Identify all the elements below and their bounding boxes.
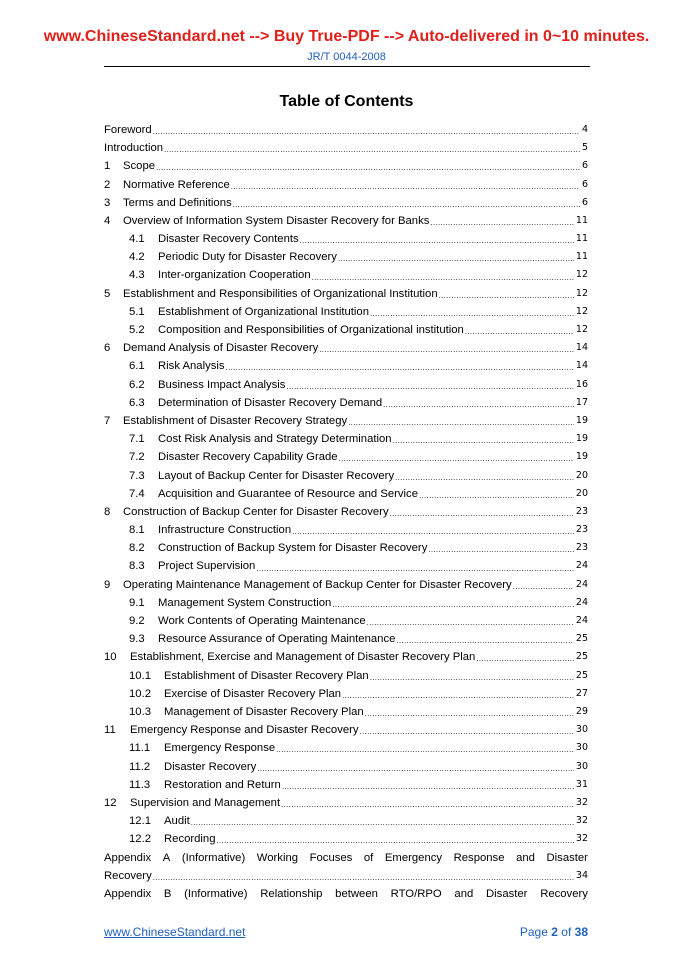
toc-leader-dots bbox=[319, 339, 574, 357]
toc-leader-dots bbox=[342, 685, 574, 703]
toc-entry[interactable] bbox=[104, 612, 588, 630]
toc-entry-page: 19 bbox=[575, 414, 588, 426]
toc-entry-label: Establishment, Exercise and Management of Disaster Recovery Plan bbox=[130, 651, 476, 664]
toc-leader-dots bbox=[465, 321, 574, 339]
toc-entry-page: 32 bbox=[575, 833, 588, 845]
toc-entry-label: Infrastructure Construction bbox=[158, 524, 292, 537]
toc-entry-label: Management System Construction bbox=[158, 596, 332, 609]
appendix-b-word: B bbox=[163, 887, 172, 900]
toc-leader-dots bbox=[153, 121, 580, 139]
toc-entry-number: 5.1 bbox=[129, 305, 145, 318]
toc-leader-dots bbox=[430, 212, 574, 230]
toc-entry[interactable] bbox=[104, 576, 588, 594]
toc-entry-page: 24 bbox=[575, 615, 588, 627]
toc-leader-dots bbox=[513, 576, 574, 594]
toc-leader-dots bbox=[300, 230, 574, 248]
toc-entry[interactable] bbox=[104, 412, 588, 430]
toc-entry[interactable] bbox=[104, 503, 588, 521]
toc-entry-page: 30 bbox=[575, 742, 588, 754]
toc-leader-dots bbox=[390, 503, 574, 521]
toc-entry-number: 10 bbox=[104, 651, 117, 664]
toc-entry[interactable] bbox=[104, 830, 588, 848]
toc-entry-label: Project Supervision bbox=[158, 560, 256, 573]
appendix-b-word: between bbox=[335, 887, 378, 900]
toc-leader-dots bbox=[332, 594, 574, 612]
toc-entry[interactable] bbox=[104, 739, 588, 757]
toc-entry-page: 20 bbox=[575, 487, 588, 499]
toc-entry-page: 16 bbox=[575, 378, 588, 390]
toc-entry[interactable] bbox=[104, 467, 588, 485]
toc-entry-page: 25 bbox=[575, 651, 588, 663]
toc-entry-number: 7.4 bbox=[129, 487, 145, 500]
toc-entry-label: Recording bbox=[164, 833, 216, 846]
appendix-a-word: Response bbox=[453, 851, 505, 864]
page-total: 38 bbox=[574, 925, 588, 939]
toc-entry[interactable] bbox=[104, 321, 588, 339]
toc-leader-dots bbox=[370, 667, 574, 685]
toc-leader-dots bbox=[286, 376, 573, 394]
toc-leader-dots bbox=[365, 703, 574, 721]
toc-entry-page: 24 bbox=[575, 596, 588, 608]
toc-entry-label: Resource Assurance of Operating Maintenance bbox=[158, 633, 396, 646]
toc-appendix-b-line1[interactable] bbox=[104, 885, 588, 903]
toc-entry-number: 4.3 bbox=[129, 269, 145, 282]
toc-entry-number: 11.2 bbox=[129, 760, 151, 773]
page-title: Table of Contents bbox=[279, 93, 414, 110]
toc-entry-number: 7.1 bbox=[129, 433, 145, 446]
toc-entry[interactable] bbox=[104, 758, 588, 776]
toc-leader-dots bbox=[360, 721, 574, 739]
toc-entry[interactable] bbox=[104, 121, 588, 139]
toc-entry-number: 12.1 bbox=[129, 815, 151, 828]
toc-entry-label: Introduction bbox=[104, 142, 164, 155]
appendix-b-word: and bbox=[454, 887, 474, 900]
toc-entry-number: 6 bbox=[104, 342, 111, 355]
toc-entry[interactable] bbox=[104, 539, 588, 557]
toc-entry-number: 5.2 bbox=[129, 324, 145, 337]
toc-leader-dots bbox=[276, 739, 574, 757]
toc-entry-number: 10.2 bbox=[129, 687, 151, 700]
footer-website-link[interactable]: www.ChineseStandard.net bbox=[104, 925, 246, 939]
toc-entry-number: 10.3 bbox=[129, 705, 151, 718]
toc-leader-dots bbox=[281, 794, 574, 812]
toc-leader-dots bbox=[282, 776, 574, 794]
toc-entry-label: Disaster Recovery bbox=[164, 760, 257, 773]
toc-entry-page: 24 bbox=[575, 560, 588, 572]
toc-entry-page: 30 bbox=[575, 760, 588, 772]
toc-entry-label: Layout of Backup Center for Disaster Recovery bbox=[158, 469, 395, 482]
toc-entry-number: 6.2 bbox=[129, 378, 145, 391]
toc-leader-dots bbox=[312, 267, 574, 285]
appendix-a-word: Disaster bbox=[546, 851, 588, 864]
toc-entry-page: 6 bbox=[581, 178, 588, 190]
toc-entry[interactable] bbox=[104, 267, 588, 285]
table-of-contents bbox=[104, 121, 588, 903]
toc-entry[interactable] bbox=[104, 303, 588, 321]
toc-entry-number: 12 bbox=[104, 796, 117, 809]
toc-leader-dots bbox=[156, 157, 580, 175]
toc-entry-number: 8.3 bbox=[129, 560, 145, 573]
toc-entry[interactable] bbox=[104, 394, 588, 412]
toc-leader-dots bbox=[191, 812, 574, 830]
toc-entry-label: Emergency Response and Disaster Recovery bbox=[130, 724, 359, 737]
toc-entry[interactable] bbox=[104, 139, 588, 157]
toc-entry[interactable] bbox=[104, 230, 588, 248]
toc-entry-page: 17 bbox=[575, 396, 588, 408]
toc-entry-page: 19 bbox=[575, 451, 588, 463]
toc-entry[interactable] bbox=[104, 794, 588, 812]
toc-entry-page: 12 bbox=[575, 269, 588, 281]
toc-leader-dots bbox=[439, 285, 574, 303]
toc-entry-page: 11 bbox=[575, 233, 588, 245]
toc-entry[interactable] bbox=[104, 248, 588, 266]
toc-entry-number: 4 bbox=[104, 214, 111, 227]
toc-leader-dots bbox=[292, 521, 574, 539]
page-current: 2 bbox=[551, 925, 558, 939]
toc-leader-dots bbox=[367, 612, 574, 630]
toc-entry-number: 8 bbox=[104, 505, 111, 518]
document-number: JR/T 0044-2008 bbox=[307, 51, 386, 63]
toc-leader-dots bbox=[370, 303, 574, 321]
toc-leader-dots bbox=[339, 448, 574, 466]
toc-entry[interactable] bbox=[104, 212, 588, 230]
toc-entry[interactable] bbox=[104, 485, 588, 503]
toc-entry-label: Establishment of Organizational Institution bbox=[158, 305, 369, 318]
toc-entry[interactable] bbox=[104, 594, 588, 612]
toc-entry-number: 12.2 bbox=[129, 833, 151, 846]
toc-leader-dots bbox=[348, 412, 574, 430]
toc-entry-page: 12 bbox=[575, 287, 588, 299]
toc-entry-label: Supervision and Management bbox=[130, 796, 281, 809]
page-of: of bbox=[561, 925, 572, 939]
toc-entry-label: Overview of Information System Disaster Recovery for Banks bbox=[123, 214, 430, 227]
toc-entry-number: 9.2 bbox=[129, 615, 145, 628]
toc-entry-number: 3 bbox=[104, 196, 111, 209]
toc-entry-label: Risk Analysis bbox=[158, 360, 225, 373]
toc-entry-page: 4 bbox=[581, 123, 588, 135]
toc-entry-page: 25 bbox=[575, 669, 588, 681]
toc-entry-label: Audit bbox=[164, 815, 190, 828]
toc-entry-label: Composition and Responsibilities of Organizational institution bbox=[158, 324, 464, 337]
toc-entry-page: 23 bbox=[575, 505, 588, 517]
toc-entry[interactable] bbox=[104, 667, 588, 685]
toc-appendix-a-line2[interactable] bbox=[104, 867, 588, 885]
toc-entry-number: 4.2 bbox=[129, 251, 145, 264]
appendix-b-word: Disaster bbox=[486, 887, 528, 900]
toc-leader-dots bbox=[393, 430, 574, 448]
page-label: Page bbox=[519, 925, 548, 939]
toc-entry-label: Disaster Recovery Capability Grade bbox=[158, 451, 338, 464]
toc-entry[interactable] bbox=[104, 812, 588, 830]
toc-entry-number: 11.3 bbox=[129, 778, 151, 791]
toc-leader-dots bbox=[231, 176, 580, 194]
appendix-a-word: A bbox=[162, 851, 171, 864]
toc-entry-page: 23 bbox=[575, 542, 588, 554]
toc-entry-page: 5 bbox=[581, 142, 588, 154]
toc-entry-number: 8.1 bbox=[129, 524, 145, 537]
toc-entry-number: 7.2 bbox=[129, 451, 145, 464]
appendix-b-word: Recovery bbox=[540, 887, 588, 900]
toc-leader-dots bbox=[396, 630, 574, 648]
toc-entry-label: Acquisition and Guarantee of Resource and Service bbox=[158, 487, 418, 500]
toc-entry-page: 12 bbox=[575, 324, 588, 336]
toc-entry-label: Periodic Duty for Disaster Recovery bbox=[158, 251, 337, 264]
toc-entry-page: 29 bbox=[575, 705, 588, 717]
toc-entry-page: 11 bbox=[575, 251, 588, 263]
toc-entry-page: 31 bbox=[575, 778, 588, 790]
toc-entry-number: 11.1 bbox=[129, 742, 151, 755]
toc-entry[interactable] bbox=[104, 357, 588, 375]
toc-entry-page: 11 bbox=[575, 214, 588, 226]
toc-leader-dots bbox=[153, 867, 574, 885]
toc-entry-label: Construction of Backup Center for Disaster Recovery bbox=[123, 505, 389, 518]
toc-entry-number: 11 bbox=[104, 724, 116, 737]
toc-entry-number: 10.1 bbox=[129, 669, 151, 682]
toc-entry-label: Inter-organization Cooperation bbox=[158, 269, 311, 282]
toc-leader-dots bbox=[226, 357, 574, 375]
toc-entry[interactable] bbox=[104, 630, 588, 648]
appendix-a-word: Emergency bbox=[384, 851, 443, 864]
promo-banner[interactable]: www.ChineseStandard.net --> Buy True-PDF --> Auto-delivered in 0~10 minutes. bbox=[43, 28, 650, 45]
toc-entry-label: Demand Analysis of Disaster Recovery bbox=[123, 342, 319, 355]
toc-entry-label: Disaster Recovery Contents bbox=[158, 233, 299, 246]
toc-entry-label: Normative Reference bbox=[123, 178, 230, 191]
toc-entry-number: 9.3 bbox=[129, 633, 145, 646]
toc-entry-label: Work Contents of Operating Maintenance bbox=[158, 615, 366, 628]
toc-leader-dots bbox=[395, 467, 574, 485]
toc-leader-dots bbox=[383, 394, 574, 412]
toc-entry-page: 27 bbox=[575, 687, 588, 699]
toc-entry-number: 7.3 bbox=[129, 469, 145, 482]
toc-entry[interactable] bbox=[104, 376, 588, 394]
toc-appendix-a-line1[interactable] bbox=[104, 849, 588, 867]
toc-entry-page: 6 bbox=[581, 196, 588, 208]
toc-leader-dots bbox=[428, 539, 574, 557]
toc-entry-page: 23 bbox=[575, 524, 588, 536]
toc-entry-page: 24 bbox=[575, 578, 588, 590]
appendix-a-continuation: Recovery bbox=[104, 869, 152, 882]
toc-entry-page: 19 bbox=[575, 433, 588, 445]
toc-entry-label: Emergency Response bbox=[164, 742, 276, 755]
toc-entry-number: 2 bbox=[104, 178, 111, 191]
toc-entry-number: 7 bbox=[104, 414, 111, 427]
toc-entry-label: Management of Disaster Recovery Plan bbox=[164, 705, 364, 718]
appendix-a-word: Focuses bbox=[309, 851, 353, 864]
toc-entry-label: Establishment and Responsibilities of Organizational Institution bbox=[123, 287, 438, 300]
appendix-a-word: Working bbox=[256, 851, 299, 864]
toc-leader-dots bbox=[164, 139, 580, 157]
toc-leader-dots bbox=[338, 248, 574, 266]
toc-entry-number: 5 bbox=[104, 287, 111, 300]
toc-entry-page: 14 bbox=[575, 342, 588, 354]
toc-entry-number: 4.1 bbox=[129, 233, 145, 246]
toc-leader-dots bbox=[256, 558, 574, 576]
appendix-b-word: Relationship bbox=[260, 887, 323, 900]
toc-entry-number: 8.2 bbox=[129, 542, 145, 555]
toc-leader-dots bbox=[233, 194, 580, 212]
page-indicator bbox=[520, 925, 588, 939]
appendix-a-word: Appendix bbox=[104, 851, 152, 864]
toc-leader-dots bbox=[419, 485, 574, 503]
toc-entry[interactable] bbox=[104, 648, 588, 666]
toc-leader-dots bbox=[217, 830, 574, 848]
header-divider bbox=[104, 66, 590, 67]
toc-entry[interactable] bbox=[104, 448, 588, 466]
toc-entry-page: 20 bbox=[575, 469, 588, 481]
toc-leader-dots bbox=[476, 648, 574, 666]
appendix-b-word: Appendix bbox=[104, 887, 152, 900]
toc-entry[interactable] bbox=[104, 521, 588, 539]
toc-entry-page: 32 bbox=[575, 815, 588, 827]
appendix-a-word: and bbox=[516, 851, 535, 864]
appendix-a-word: (Informative) bbox=[181, 851, 246, 864]
toc-entry-page: 32 bbox=[575, 796, 588, 808]
toc-entry[interactable] bbox=[104, 685, 588, 703]
toc-entry-label: Cost Risk Analysis and Strategy Determination bbox=[158, 433, 392, 446]
toc-entry-page: 25 bbox=[575, 633, 588, 645]
toc-entry[interactable] bbox=[104, 430, 588, 448]
toc-entry-label: Determination of Disaster Recovery Demand bbox=[158, 396, 383, 409]
toc-entry-label: Operating Maintenance Management of Backup Center for Disaster Recovery bbox=[123, 578, 512, 591]
toc-entry-label: Establishment of Disaster Recovery Plan bbox=[164, 669, 369, 682]
toc-entry[interactable] bbox=[104, 176, 588, 194]
appendix-a-word: of bbox=[363, 851, 374, 864]
toc-entry-label: Foreword bbox=[104, 123, 152, 136]
toc-entry-number: 9 bbox=[104, 578, 111, 591]
toc-entry-label: Scope bbox=[123, 160, 156, 173]
toc-entry-page: 6 bbox=[581, 160, 588, 172]
toc-entry-label: Business Impact Analysis bbox=[158, 378, 286, 391]
toc-entry-number: 1 bbox=[104, 160, 111, 173]
toc-entry-number: 6.3 bbox=[129, 396, 145, 409]
toc-leader-dots bbox=[257, 758, 574, 776]
toc-entry[interactable] bbox=[104, 721, 588, 739]
toc-entry[interactable] bbox=[104, 703, 588, 721]
toc-entry[interactable] bbox=[104, 285, 588, 303]
appendix-b-word: RTO/RPO bbox=[390, 887, 442, 900]
toc-entry-page: 12 bbox=[575, 305, 588, 317]
toc-entry-label: Construction of Backup System for Disaster Recovery bbox=[158, 542, 428, 555]
toc-entry-number: 9.1 bbox=[129, 596, 145, 609]
toc-entry-number: 6.1 bbox=[129, 360, 145, 373]
toc-entry-label: Restoration and Return bbox=[164, 778, 281, 791]
toc-entry[interactable] bbox=[104, 339, 588, 357]
toc-entry[interactable] bbox=[104, 194, 588, 212]
toc-entry-label: Terms and Definitions bbox=[123, 196, 232, 209]
toc-entry[interactable] bbox=[104, 776, 588, 794]
toc-entry-page: 30 bbox=[575, 724, 588, 736]
toc-entry[interactable] bbox=[104, 558, 588, 576]
appendix-a-page: 34 bbox=[575, 869, 588, 881]
appendix-b-word: (Informative) bbox=[184, 887, 248, 900]
toc-entry[interactable] bbox=[104, 157, 588, 175]
toc-entry-label: Exercise of Disaster Recovery Plan bbox=[164, 687, 342, 700]
toc-entry-page: 14 bbox=[575, 360, 588, 372]
toc-entry-label: Establishment of Disaster Recovery Strategy bbox=[123, 414, 348, 427]
